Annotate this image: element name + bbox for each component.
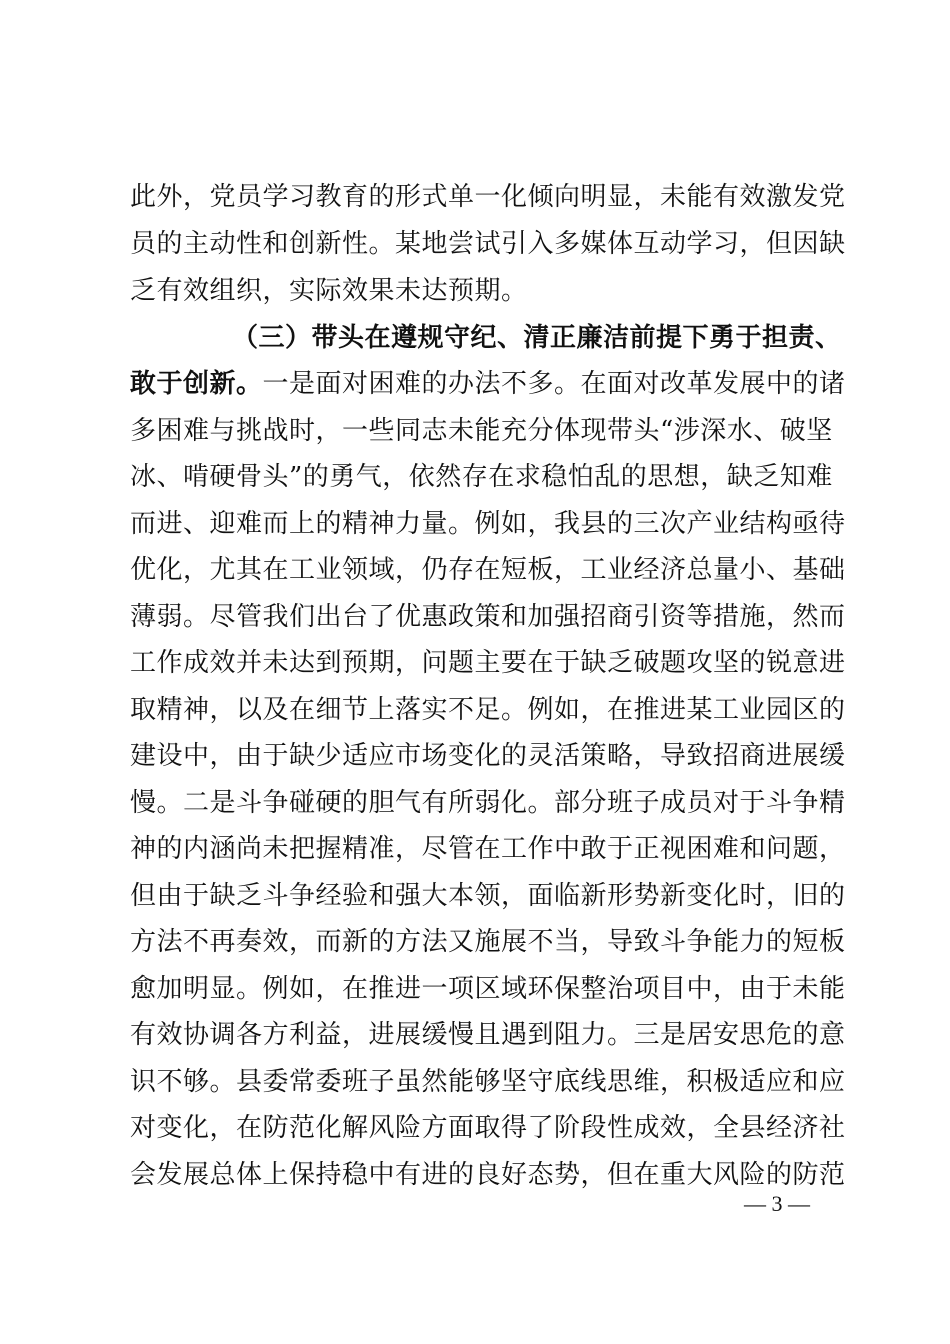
paragraph-line: 建设中，由于缺少适应市场变化的灵活策略，导致招商进展缓	[130, 741, 846, 771]
page-number: — 3 —	[744, 1191, 810, 1216]
paragraph-line: 薄弱。尽管我们出台了优惠政策和加强招商引资等措施，然而	[130, 602, 846, 632]
paragraph-line: 慢。二是斗争碰硬的胆气有所弱化。部分班子成员对于斗争精	[130, 788, 846, 818]
paragraph-line: 冰、啃硬骨头”的勇气，依然存在求稳怕乱的思想，缺乏知难	[130, 462, 833, 492]
paragraph-line: 会发展总体上保持稳中有进的良好态势，但在重大风险的防范	[130, 1160, 846, 1190]
paragraph-line: 取精神，以及在细节上落实不足。例如，在推进某工业园区的	[130, 695, 846, 725]
paragraph-line	[130, 367, 846, 401]
paragraph-line: 此外，党员学习教育的形式单一化倾向明显，未能有效激发党	[130, 182, 846, 212]
paragraph-line: 工作成效并未达到预期，问题主要在于缺乏破题攻坚的锐意进	[130, 648, 846, 678]
paragraph-text: 一是面对困难的办法不多。在面对改革发展中的诸	[262, 369, 846, 399]
paragraph-line: 对变化，在防范化解风险方面取得了阶段性成效，全县经济社	[130, 1113, 846, 1143]
paragraph-line: 员的主动性和创新性。某地尝试引入多媒体互动学习，但因缺	[130, 229, 846, 259]
paragraph-line: 乏有效组织，实际效果未达预期。	[130, 276, 528, 306]
paragraph-line: 多困难与挑战时，一些同志未能充分体现带头“涉深水、破坚	[130, 416, 833, 446]
section-heading-continuation: 敢于创新。	[130, 369, 263, 399]
paragraph-line: 优化，尤其在工业领域，仍存在短板，工业经济总量小、基础	[130, 555, 846, 585]
paragraph-line: 有效协调各方利益，进展缓慢且遇到阻力。三是居安思危的意	[130, 1020, 846, 1050]
section-heading: （三）带头在遵规守纪、清正廉洁前提下勇于担责、	[232, 323, 842, 353]
paragraph-line: 但由于缺乏斗争经验和强大本领，面临新形势新变化时，旧的	[130, 881, 846, 911]
paragraph-line: 愈加明显。例如，在推进一项区域环保整治项目中，由于未能	[130, 974, 846, 1004]
paragraph-line: 方法不再奏效，而新的方法又施展不当，导致斗争能力的短板	[130, 927, 846, 957]
paragraph-line: 识不够。县委常委班子虽然能够坚守底线思维，积极适应和应	[130, 1067, 846, 1097]
paragraph-line: 神的内涵尚未把握精准，尽管在工作中敢于正视困难和问题，	[130, 834, 846, 864]
paragraph-line: 而进、迎难而上的精神力量。例如，我县的三次产业结构亟待	[130, 509, 846, 539]
